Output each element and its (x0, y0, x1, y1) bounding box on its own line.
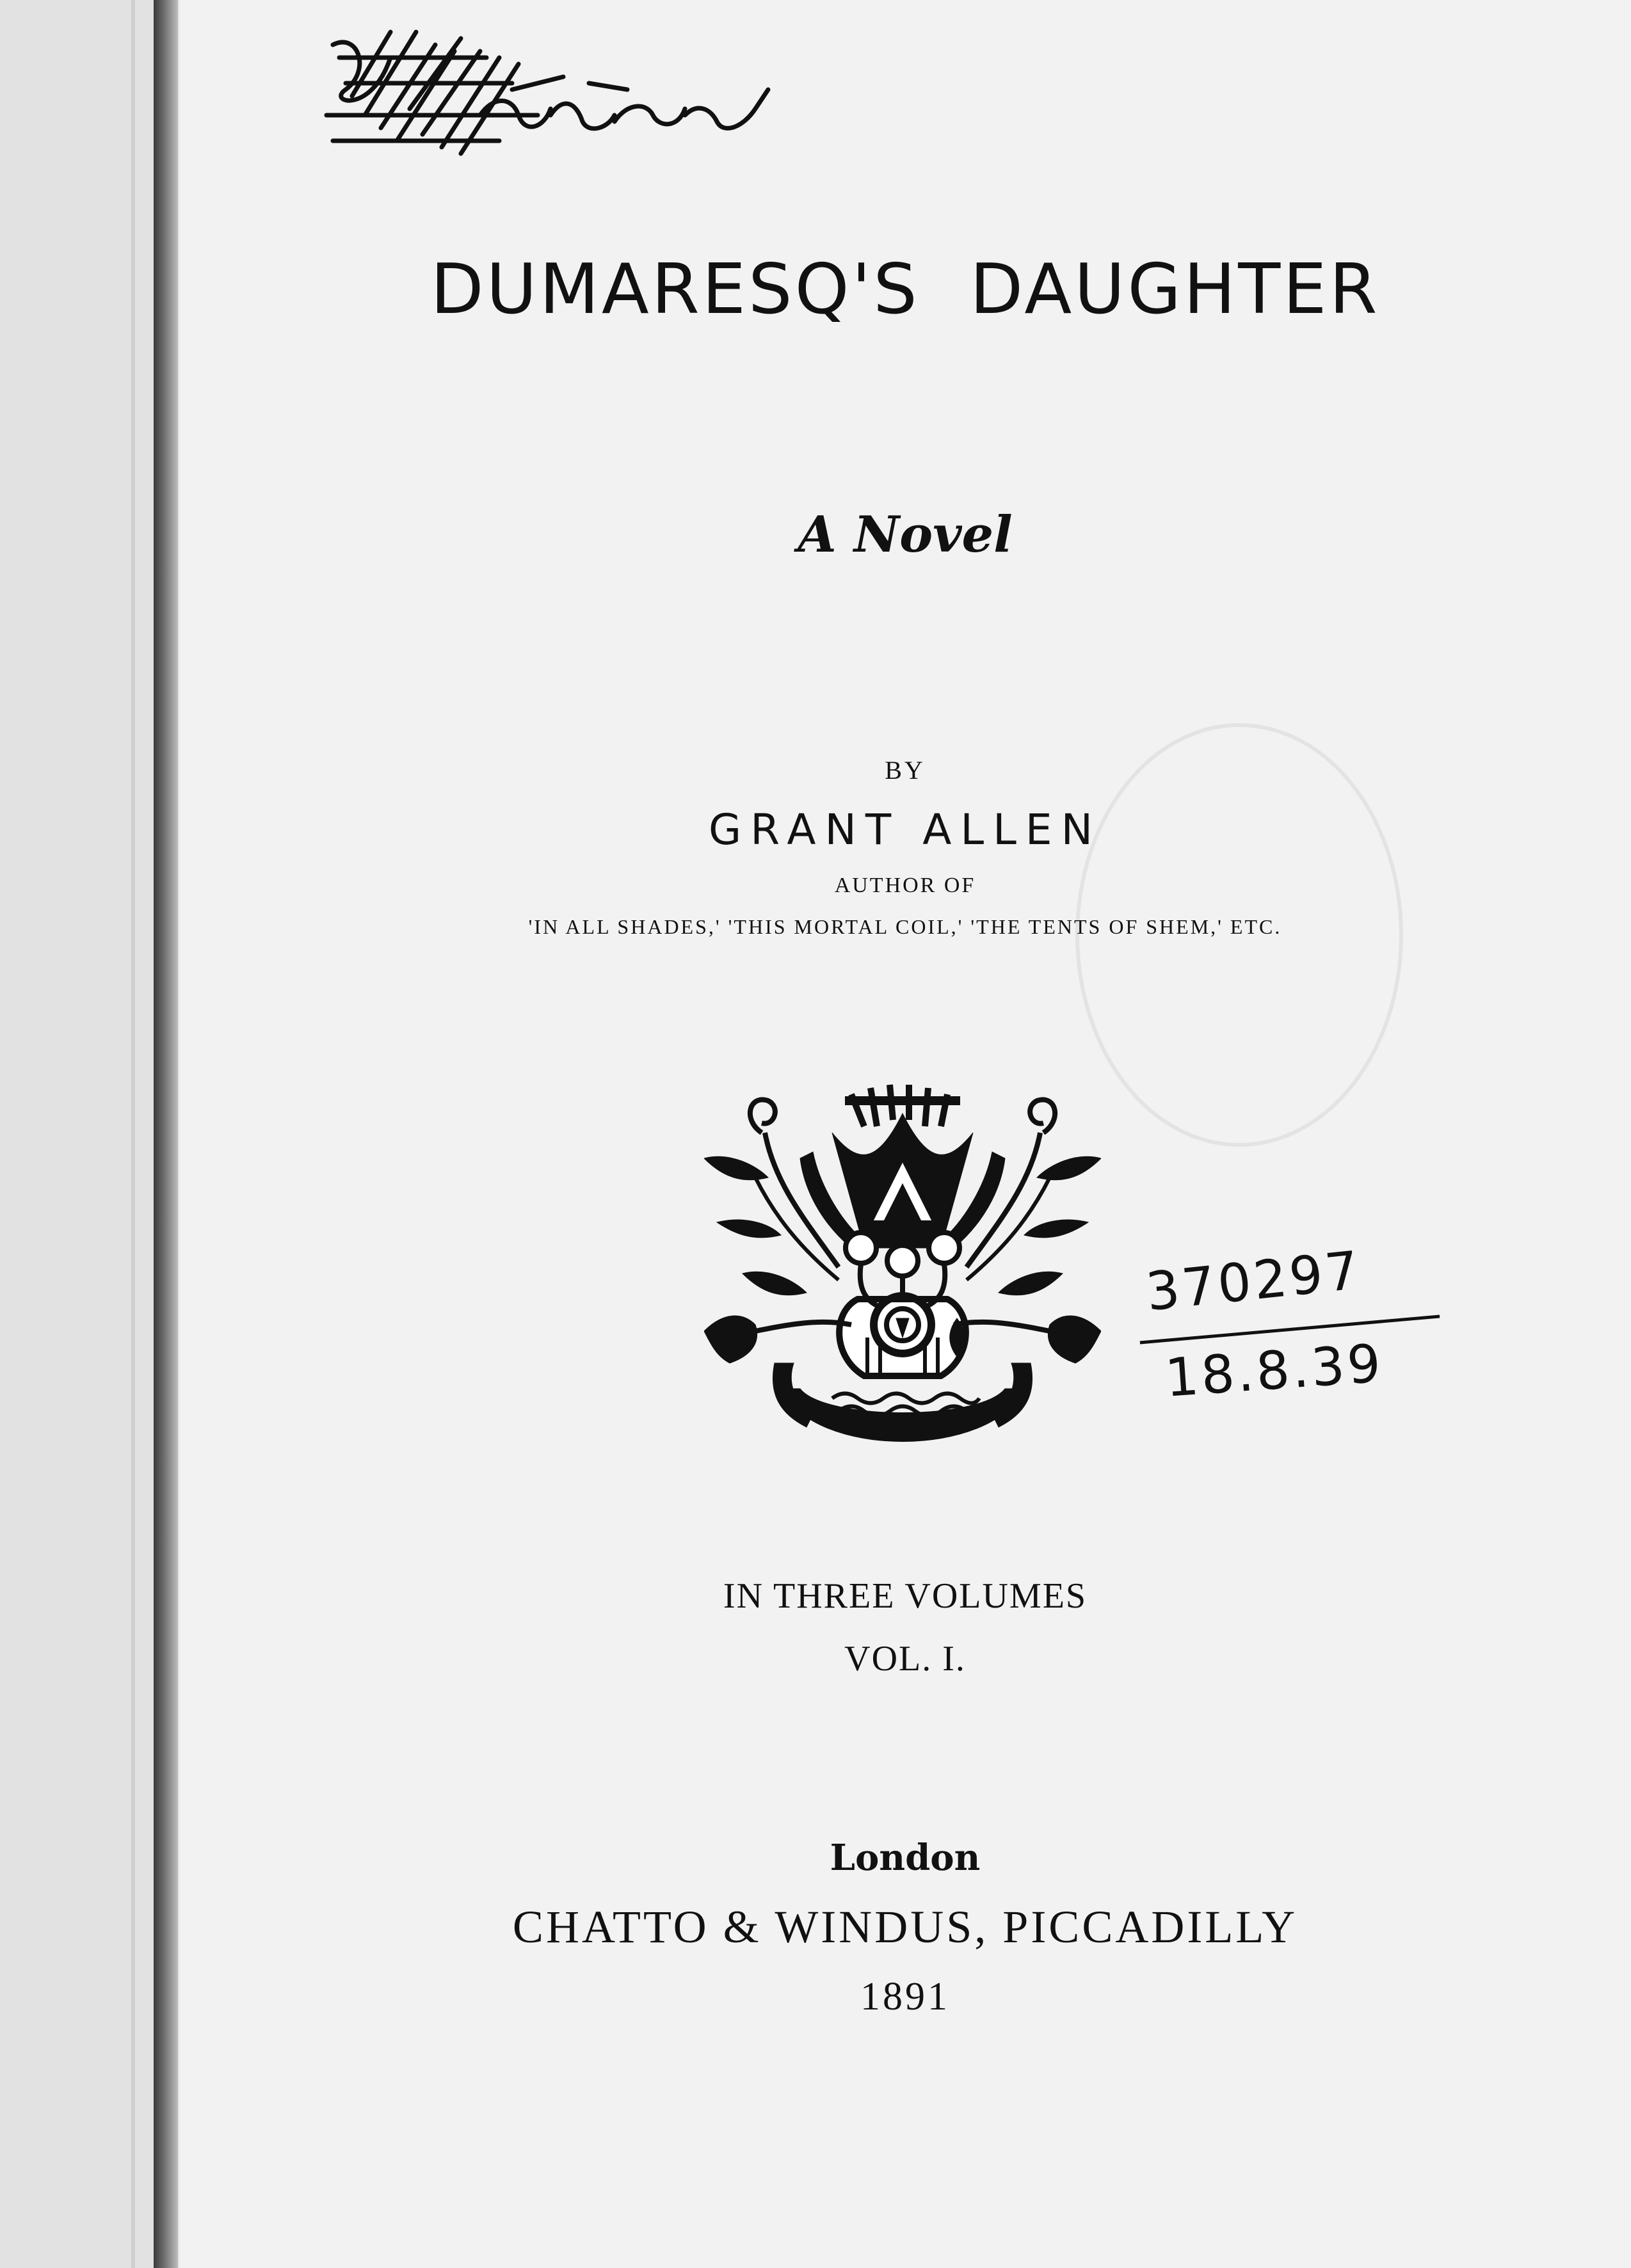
handwritten-scribble (269, 19, 883, 173)
spine-shadow (154, 0, 178, 2268)
volumes-note: IN THREE VOLUMES (723, 1576, 1088, 1616)
accession-date: 18.8.39 (1163, 1333, 1385, 1409)
publication-year: 1891 (860, 1975, 950, 2018)
byline: BY (885, 756, 926, 785)
title-page (179, 0, 1631, 2268)
publisher-name: CHATTO & WINDUS, PICCADILLY (512, 1901, 1298, 1953)
binding-gutter (0, 0, 179, 2268)
book-subtitle: A Novel (798, 506, 1013, 564)
volume-number: VOL. I. (844, 1639, 966, 1679)
accession-number: 370297 (1143, 1240, 1365, 1323)
binding-fold (131, 0, 135, 2268)
publication-city: London (830, 1837, 981, 1879)
other-works: 'IN ALL SHADES,' 'THIS MORTAL COIL,' 'THE TENTS OF SHEM,' ETC. (528, 915, 1282, 938)
lotus-vase-icon (704, 1056, 1101, 1478)
author-of-label: AUTHOR OF (834, 874, 976, 897)
book-title: DUMARESQ'S DAUGHTER (430, 250, 1380, 330)
author-name: GRANT ALLEN (709, 805, 1102, 854)
